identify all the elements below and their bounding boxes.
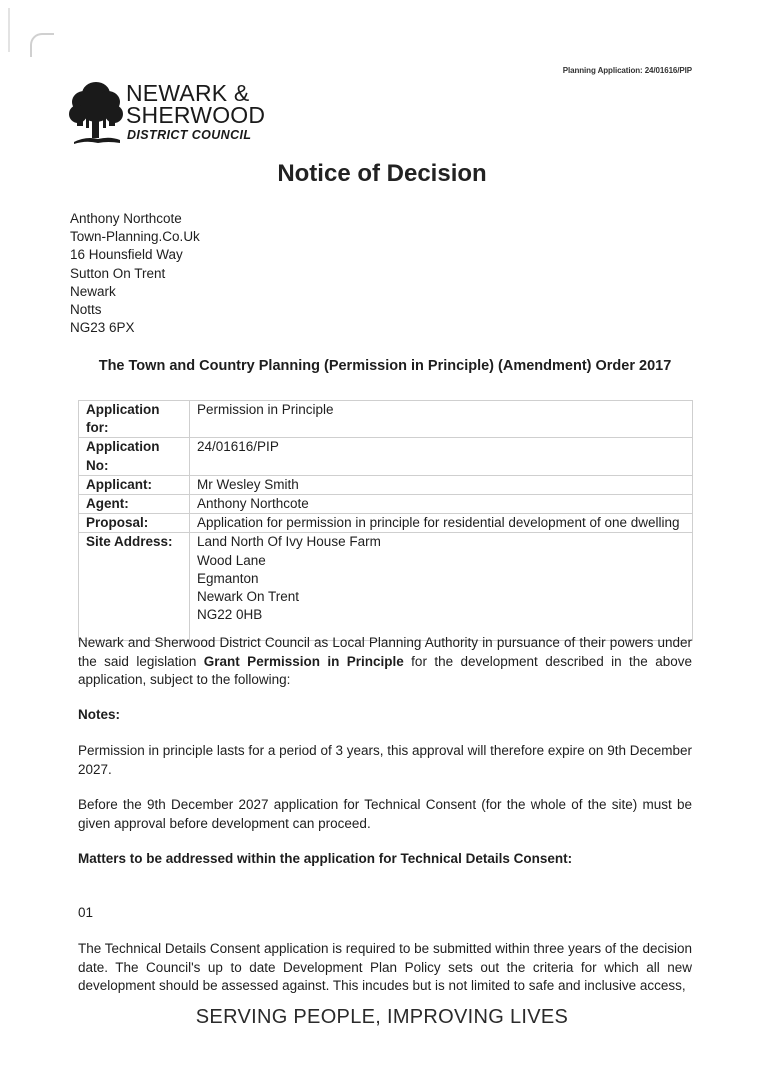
address-line: Sutton On Trent [70,265,166,281]
address-line: NG23 6PX [70,320,135,336]
detail-label: Application No: [79,438,190,475]
tree-icon [68,78,124,148]
site-address-line: Land North Of Ivy House Farm [197,534,381,550]
application-details-table [78,400,693,641]
decision-grant-text: Grant Permission in Principle [203,653,404,669]
logo-text-sherwood: SHERWOOD [126,102,266,128]
recipient-address [70,210,200,337]
page-title: Notice of Decision [277,160,487,187]
notes-paragraph-expiry: Permission in principle lasts for a period of 3 years, this approval will therefore expire on 9th December 2027. [78,743,692,777]
scan-artifact-arc [30,33,54,57]
address-line: Notts [70,302,102,318]
scan-artifact-line [8,8,10,52]
decision-text: Newark and Sherwood District Council as Local Planning Authority in pursuance of their powers under the said legislation [78,635,692,669]
matters-heading: Matters to be addressed within the application for Technical Details Consent: [78,851,573,866]
address-line: Newark [70,283,116,299]
detail-value: Anthony Northcote [190,495,693,514]
table-row [79,514,693,533]
detail-label: Agent: [79,495,190,514]
detail-label: Applicant: [79,475,190,494]
site-address-line: Wood Lane [197,552,266,568]
order-title: The Town and Country Planning (Permission in Principle) (Amendment) Order 2017 [98,358,672,374]
site-address-line: Newark On Trent [197,589,300,605]
detail-value [190,533,693,641]
table-row [79,495,693,514]
detail-value: Application for permission in principle for residential development of one dwelling [190,514,693,533]
planning-application-reference: Planning Application: 24/01616/PIP [562,66,692,75]
logo-text-district-council: DISTRICT COUNCIL [127,128,252,142]
decision-paragraph [78,634,692,690]
site-address-line: Egmanton [197,570,259,586]
detail-value: 24/01616/PIP [190,438,693,475]
address-line: Town-Planning.Co.Uk [70,229,200,245]
table-row [79,475,693,494]
decision-text: for the development described in the above application, subject to the following: [78,653,692,687]
detail-label: Application for: [79,401,190,438]
detail-label: Proposal: [79,514,190,533]
address-line: Anthony Northcote [70,211,182,226]
notes-paragraph-technical-consent: Before the 9th December 2027 application for Technical Consent (for the whole of the site) must be given approval before development can proceed. [78,797,692,831]
footer-slogan: SERVING PEOPLE, IMPROVING LIVES [195,1006,569,1028]
table-row [79,533,693,641]
table-row [79,438,693,475]
item-number: 01 [78,905,94,920]
address-line: 16 Hounsfield Way [70,247,183,263]
site-address-line: NG22 0HB [197,607,263,623]
logo-text-newark: NEWARK & [126,80,250,106]
detail-value: Permission in Principle [190,401,693,438]
item-paragraph: The Technical Details Consent application is required to be submitted within three years of the decision date. The Council's up to date Development Plan Policy sets out the criteria for which all new development should be assessed against. This incudes but is not limited to safe and inclusive access, [78,941,692,993]
notes-heading: Notes: [78,707,121,722]
council-logo [68,78,266,150]
detail-label: Site Address: [79,533,190,641]
table-row [79,401,693,438]
detail-value: Mr Wesley Smith [190,475,693,494]
